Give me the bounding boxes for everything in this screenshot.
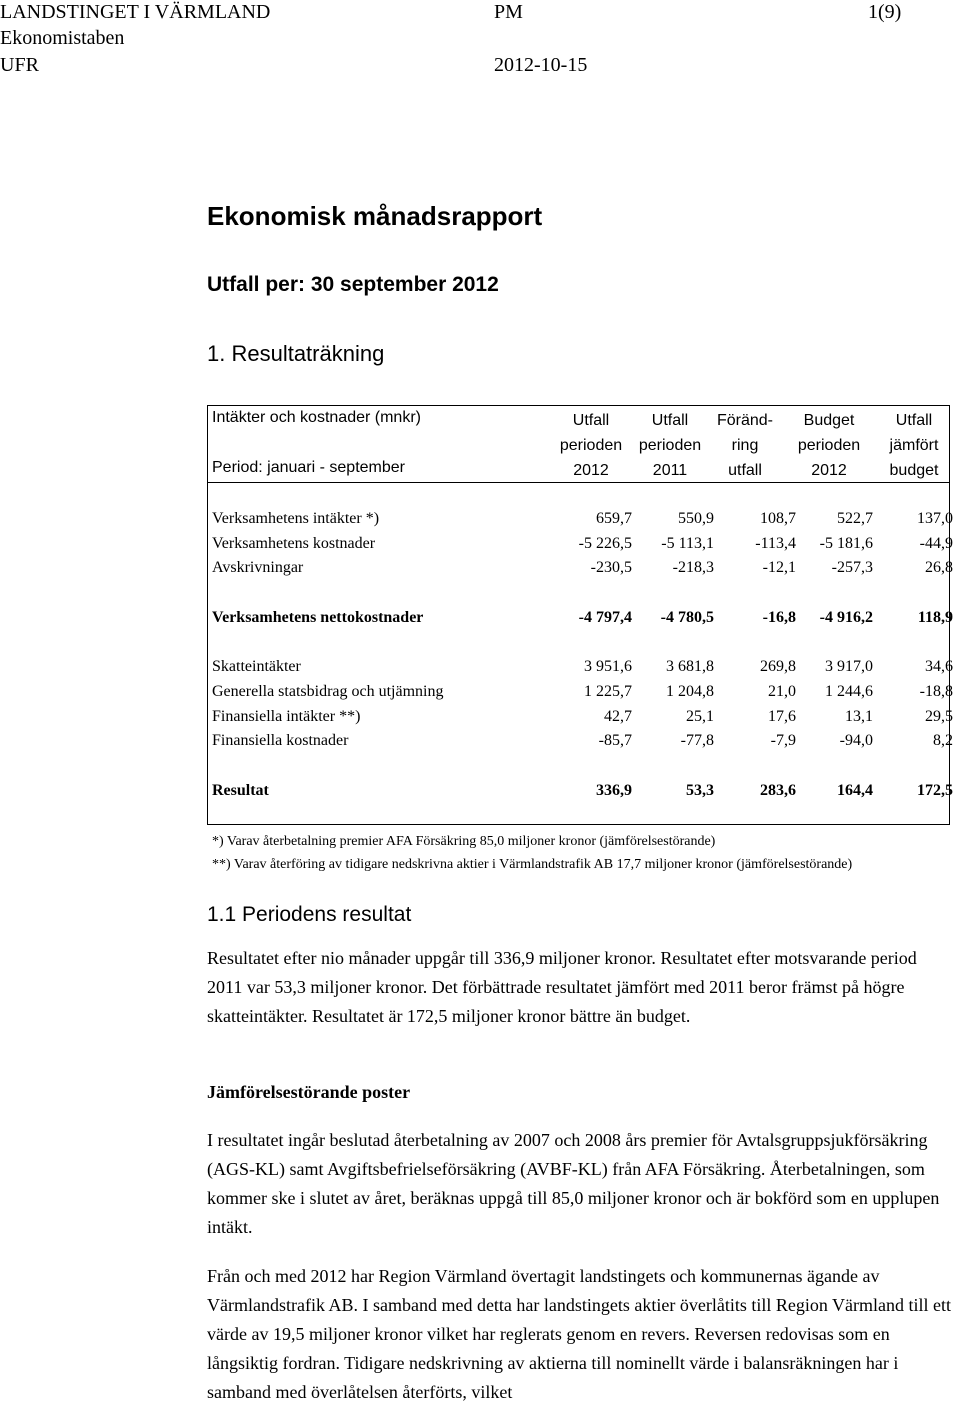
column-header-3-line-2: ring: [731, 437, 759, 454]
paragraph-varmlandstrafik: Från och med 2012 har Region Värmland övertagit landstingets och kommunernas ägande av Värmlandstrafik AB. I samband med detta har landstingets aktier överlåtits till Region Värmland till ett värde av 19,5 miljoner kronor vilket har reglerats genom en revers. Reversen redovisas som en långsiktig fordran. Tidigare nedskrivning av aktierna till nominellt värde i balansräkningen har i samband med överlåtelsen återförts, vilket: [207, 1266, 951, 1402]
row-value: 29,5: [925, 708, 953, 725]
footnote-1: *) Varav återbetalning premier AFA Försäkring 85,0 miljoner kronor (jämförelsestörande): [212, 834, 716, 849]
row-value: -230,5: [590, 559, 632, 576]
row-label: Resultat: [212, 782, 269, 799]
header-department: Ekonomistaben: [0, 27, 125, 49]
row-value: -218,3: [672, 559, 714, 576]
row-value: -5 181,6: [819, 535, 873, 552]
row-value: 17,6: [768, 708, 796, 725]
row-value: 1 225,7: [584, 683, 632, 700]
income-statement-table: [207, 405, 953, 825]
row-value: 172,5: [917, 782, 953, 799]
column-header-5-line-2: jämfört: [889, 437, 939, 454]
column-header-3-line-1: Föränd-: [716, 412, 774, 429]
column-header-1-line-3: 2012: [573, 462, 609, 479]
column-header-1-line-1: Utfall: [572, 412, 610, 429]
row-value: 26,8: [925, 559, 953, 576]
paragraph-afa: I resultatet ingår beslutad återbetalning av 2007 och 2008 års premier för Avtalsgruppsjukförsäkring (AGS-KL) samt Avgiftsbefrielseförsäkring (AVBF-KL) från AFA Försäkring. Återbetalningen, som kommer ske i slutet av året, beräknas uppgå till 85,0 miljoner kronor och är bokförd som en upplupen intäkt.: [207, 1130, 940, 1237]
row-value: 34,6: [925, 658, 953, 675]
row-value: -18,8: [919, 683, 953, 700]
row-value: 21,0: [768, 683, 796, 700]
row-value: 3 951,6: [584, 658, 632, 675]
row-label: Verksamhetens nettokostnader: [212, 609, 424, 626]
row-value: 53,3: [686, 782, 714, 799]
row-value: 118,9: [917, 609, 953, 626]
row-value: -4 916,2: [819, 609, 873, 626]
row-label: Verksamhetens kostnader: [212, 535, 376, 552]
header-unit: UFR: [0, 54, 39, 76]
row-value: -5 226,5: [578, 535, 632, 552]
header-divider: [208, 482, 949, 483]
row-value: -5 113,1: [661, 535, 714, 552]
row-value: 659,7: [596, 510, 632, 527]
table-label-top: Intäkter och kostnader (mnkr): [212, 409, 421, 426]
page-title: Ekonomisk månadsrapport: [207, 201, 543, 231]
row-value: 3 681,8: [666, 658, 714, 675]
row-value: -4 797,4: [578, 609, 632, 626]
column-header-2-line-3: 2011: [652, 462, 688, 479]
table-label-bottom: Period: januari - september: [212, 459, 405, 476]
column-header-3-line-3: utfall: [728, 462, 762, 479]
row-value: -257,3: [831, 559, 873, 576]
footnote-2: **) Varav återföring av tidigare nedskrivna aktier i Värmlandstrafik AB 17,7 miljoner kronor (jämförelsestörande): [212, 857, 853, 872]
row-value: 336,9: [596, 782, 632, 799]
column-header-5-line-3: budget: [889, 462, 939, 479]
row-label: Finansiella kostnader: [212, 732, 349, 749]
page-subtitle: Utfall per: 30 september 2012: [207, 273, 499, 296]
row-label: Generella statsbidrag och utjämning: [212, 683, 444, 700]
row-value: -94,0: [839, 732, 873, 749]
row-value: -12,1: [762, 559, 796, 576]
row-value: 42,7: [604, 708, 632, 725]
row-value: 522,7: [837, 510, 873, 527]
paragraph-result: Resultatet efter nio månader uppgår till 336,9 miljoner kronor. Resultatet efter motsvarande period 2011 var 53,3 miljoner kronor. Det förbättrade resultatet jämfört med 2011 beror främst på högre skatteintäkter. Resultatet är 172,5 miljoner kronor bättre än budget.: [207, 948, 917, 1026]
row-value: 164,4: [837, 782, 873, 799]
row-value: 269,8: [760, 658, 796, 675]
row-value: -113,4: [755, 535, 796, 552]
row-value: 283,6: [760, 782, 796, 799]
row-label: Verksamhetens intäkter *): [212, 510, 380, 527]
section-heading-1-1: 1.1 Periodens resultat: [207, 903, 412, 926]
row-value: 137,0: [917, 510, 953, 527]
row-value: 3 917,0: [825, 658, 873, 675]
row-value: -85,7: [598, 732, 632, 749]
column-header-2-line-2: perioden: [638, 437, 702, 454]
row-label: Finansiella intäkter **): [212, 708, 361, 725]
column-header-4-line-2: perioden: [797, 437, 861, 454]
row-value: -7,9: [770, 732, 796, 749]
header-doc-type: PM: [494, 1, 523, 23]
row-value: -77,8: [680, 732, 714, 749]
row-value: 550,9: [678, 510, 714, 527]
row-value: 1 204,8: [666, 683, 714, 700]
row-value: 108,7: [760, 510, 796, 527]
row-value: 25,1: [686, 708, 714, 725]
section-heading: 1. Resultaträkning: [207, 341, 385, 366]
header-date: 2012-10-15: [494, 54, 588, 76]
row-value: 13,1: [845, 708, 873, 725]
column-header-1-line-2: perioden: [559, 437, 623, 454]
column-header-5-line-1: Utfall: [895, 412, 933, 429]
row-value: 8,2: [933, 732, 953, 749]
column-header-2-line-1: Utfall: [651, 412, 689, 429]
header-org: LANDSTINGET I VÄRMLAND: [0, 1, 271, 23]
column-header-4-line-1: Budget: [803, 412, 855, 429]
row-label: Avskrivningar: [212, 559, 304, 576]
row-value: -44,9: [919, 535, 953, 552]
subheading-comparison-items: Jämförelsestörande poster: [207, 1082, 411, 1102]
column-header-4-line-3: 2012: [811, 462, 847, 479]
row-value: -4 780,5: [660, 609, 714, 626]
row-value: 1 244,6: [825, 683, 873, 700]
row-label: Skatteintäkter: [212, 658, 301, 675]
row-value: -16,8: [762, 609, 796, 626]
header-page-number: 1(9): [868, 1, 902, 23]
